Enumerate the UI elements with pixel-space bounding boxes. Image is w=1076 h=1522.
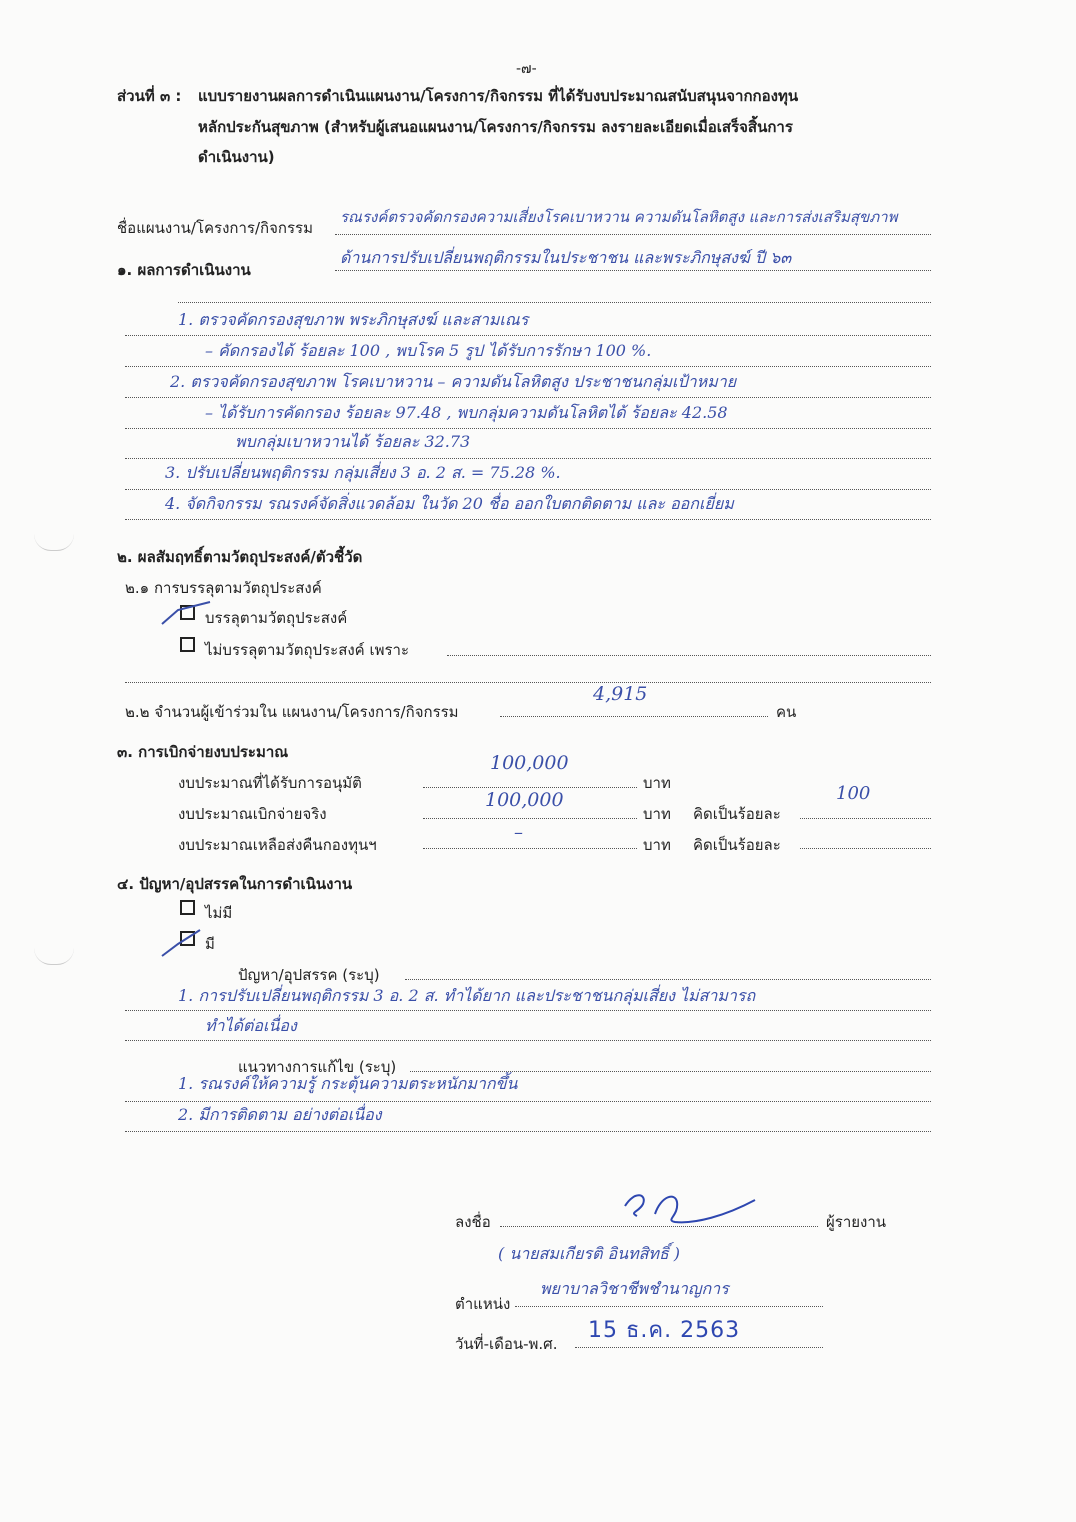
check-mark-icon	[160, 926, 210, 960]
dotted-line	[125, 335, 931, 336]
issue-line-1: 1. การปรับเปลี่ยนพฤติกรรม 3 อ. 2 ส. ทำได้ยาก และประชาชนกลุ่มเสี่ยง ไม่สามารถ	[178, 986, 756, 1005]
project-name-line-2: ด้านการปรับเปลี่ยนพฤติกรรมในประชาชน และพระภิกษุสงฆ์ ปี ๖๓	[340, 248, 792, 267]
dotted-line	[447, 655, 931, 656]
project-label: ชื่อแผนงาน/โครงการ/กิจกรรม	[117, 219, 313, 237]
baht-unit: บาท	[643, 774, 671, 792]
dotted-line	[335, 234, 931, 235]
participants-label: ๒.๒ จำนวนผู้เข้าร่วมใน แผนงาน/โครงการ/กิจกรรม	[125, 703, 459, 721]
handwritten-signature	[615, 1186, 765, 1232]
dotted-line	[125, 428, 931, 429]
result-line-7: 4. จัดกิจกรรม รณรงค์จัดสิ่งแวดล้อม ในวัด 20 ชื่อ ออกใบตกติดตาม และ ออกเยี่ยม	[165, 494, 734, 513]
participants-value: 4,915	[593, 683, 648, 705]
spent-budget-label: งบประมาณเบิกจ่ายจริง	[178, 805, 327, 823]
punch-hole-mark	[34, 534, 74, 551]
result-line-6: 3. ปรับเปลี่ยนพฤติกรรม กลุ่มเสี่ยง 3 อ. 2 ส. = 75.28 %.	[165, 463, 561, 482]
solution-label: แนวทางการแก้ไข (ระบุ)	[238, 1058, 397, 1076]
budget-heading: ๓. การเบิกจ่ายงบประมาณ	[117, 743, 289, 761]
position-label: ตำแหน่ง	[455, 1295, 511, 1313]
percent-label: คิดเป็นร้อยละ	[693, 805, 781, 823]
sign-label: ลงชื่อ	[455, 1213, 491, 1231]
solution-line-2: 2. มีการติดตาม อย่างต่อเนื่อง	[178, 1105, 382, 1124]
dotted-line	[575, 1347, 823, 1348]
result-line-3: 2. ตรวจคัดกรองสุขภาพ โรคเบาหวาน – ความดันโลหิตสูง ประชาชนกลุ่มเป้าหมาย	[170, 372, 737, 391]
dotted-line	[125, 366, 931, 367]
returned-budget-label: งบประมาณเหลือส่งคืนกองทุนฯ	[178, 836, 377, 854]
dotted-line	[500, 716, 768, 717]
spent-percent-value: 100	[836, 783, 871, 804]
result-line-4: – ได้รับการคัดกรอง ร้อยละ 97.48 , พบกลุ่มความดันโลหิตได้ ร้อยละ 42.58	[205, 403, 728, 422]
project-name-line-1: รณรงค์ตรวจคัดกรองความเสี่ยงโรคเบาหวาน ความดันโลหิตสูง และการส่งเสริมสุขภาพ	[340, 208, 898, 226]
dotted-line	[125, 519, 931, 520]
has-problem-label: มี	[205, 935, 215, 953]
baht-unit: บาท	[643, 836, 671, 854]
approved-budget-label: งบประมาณที่ได้รับการอนุมัติ	[178, 774, 362, 792]
page-number: -๗-	[516, 61, 537, 77]
dotted-line	[125, 1131, 931, 1132]
dotted-line	[800, 818, 931, 819]
dotted-line	[125, 458, 931, 459]
header-line-3: ดำเนินงาน)	[198, 148, 275, 166]
reporter-label: ผู้รายงาน	[826, 1213, 887, 1231]
result-line-2: – คัดกรองได้ ร้อยละ 100 , พบโรค 5 รูป ได้รับการรักษา 100 %.	[205, 341, 652, 360]
dotted-line	[125, 682, 931, 683]
spent-budget-value: 100,000	[485, 789, 564, 811]
results-heading: ๑. ผลการดำเนินงาน	[117, 261, 251, 279]
problems-heading: ๔. ปัญหา/อุปสรรคในการดำเนินงาน	[117, 875, 353, 893]
date-label: วันที่-เดือน-พ.ศ.	[455, 1335, 558, 1353]
returned-budget-value: –	[514, 822, 523, 843]
objective-subheading: ๒.๑ การบรรลุตามวัตถุประสงค์	[125, 579, 322, 597]
dotted-line	[125, 489, 931, 490]
dotted-line	[423, 787, 637, 788]
result-line-5: พบกลุ่มเบาหวานได้ ร้อยละ 32.73	[235, 432, 471, 451]
result-line-1: 1. ตรวจคัดกรองสุขภาพ พระภิกษุสงฆ์ และสามเณร	[178, 310, 529, 329]
dotted-line	[800, 848, 931, 849]
solution-line-1: 1. รณรงค์ให้ความรู้ กระตุ้นความตระหนักมากขึ้น	[178, 1074, 518, 1093]
section-number: ส่วนที่ ๓ :	[117, 87, 182, 105]
outcome-heading: ๒. ผลสัมฤทธิ์ตามวัตถุประสงค์/ตัวชี้วัด	[117, 548, 363, 566]
dotted-line	[178, 302, 931, 303]
date-stamp: 15 ธ.ค. 2563	[588, 1318, 741, 1343]
not-achieved-checkbox[interactable]	[180, 637, 195, 652]
reporter-name: ( นายสมเกียรติ อินทสิทธิ์ )	[498, 1244, 681, 1263]
dotted-line	[125, 1101, 931, 1102]
approved-budget-value: 100,000	[490, 752, 569, 774]
issue-line-2: ทำได้ต่อเนื่อง	[205, 1016, 297, 1035]
dotted-line	[405, 979, 931, 980]
dotted-line	[125, 397, 931, 398]
dotted-line	[125, 1040, 931, 1041]
issue-label: ปัญหา/อุปสรรค (ระบุ)	[238, 966, 380, 984]
percent-label: คิดเป็นร้อยละ	[693, 836, 781, 854]
position-value: พยาบาลวิชาชีพชำนาญการ	[540, 1279, 729, 1298]
dotted-line	[423, 818, 637, 819]
punch-hole-mark	[34, 948, 74, 965]
header-line-1: แบบรายงานผลการดำเนินแผนงาน/โครงการ/กิจกรรม ที่ได้รับงบประมาณสนับสนุนจากกองทุน	[198, 87, 799, 105]
baht-unit: บาท	[643, 805, 671, 823]
dotted-line	[423, 848, 637, 849]
dotted-line	[125, 1010, 931, 1011]
person-unit: คน	[776, 703, 797, 721]
achieved-option-label: บรรลุตามวัตถุประสงค์	[205, 609, 348, 627]
not-achieved-option-label: ไม่บรรลุตามวัตถุประสงค์ เพราะ	[205, 641, 410, 659]
header-line-2: หลักประกันสุขภาพ (สำหรับผู้เสนอแผนงาน/โครงการ/กิจกรรม ลงรายละเอียดเมื่อเสร็จสิ้นการ	[198, 118, 793, 136]
no-problem-label: ไม่มี	[205, 904, 233, 922]
no-problem-checkbox[interactable]	[180, 900, 195, 915]
dotted-line	[515, 1306, 823, 1307]
